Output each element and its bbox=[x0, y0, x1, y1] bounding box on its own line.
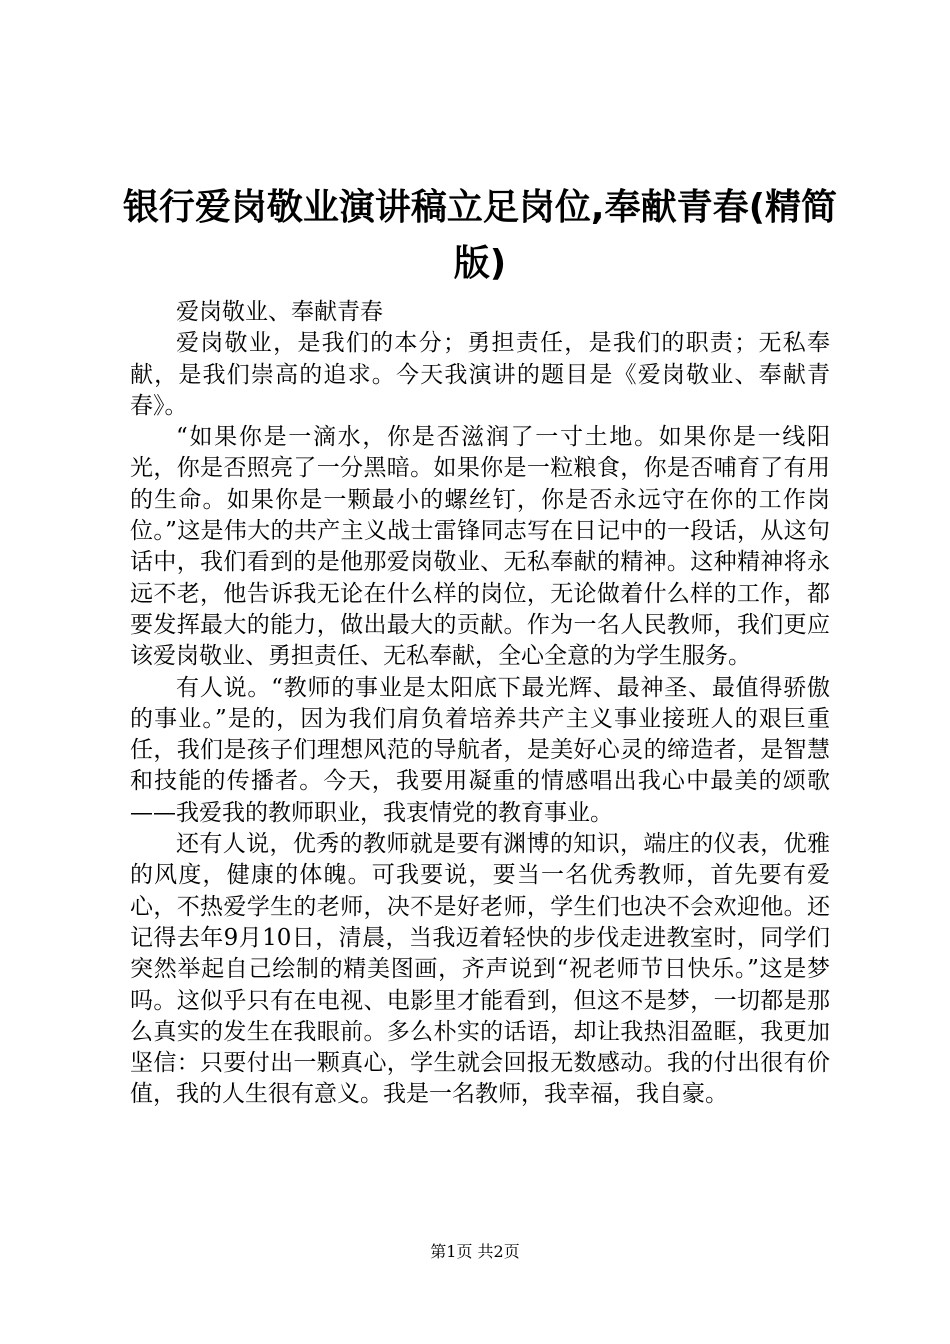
page-number-footer: 第1页 共2页 bbox=[430, 1242, 520, 1261]
paragraph-excellent-teacher: 还有人说，优秀的教师就是要有渊博的知识，端庄的仪表，优雅的风度，健康的体魄。可我要说，要当一名优秀教师，首先要有爱心，不热爱学生的老师，决不是好老师，学生们也决不会欢迎他。还记得去年9月10日，清晨，当我迈着轻快的步伐走进教室时，同学们突然举起自己绘制的精美图画，齐声说到“祝老师节日快乐。”这是梦吗。这似乎只有在电视、电影里才能看到，但这不是梦，一切都是那么真实的发生在我眼前。多么朴实的话语，却让我热泪盈眶，我更加坚信：只要付出一颗真心，学生就会回报无数感动。我的付出很有价值，我的人生很有意义。我是一名教师，我幸福，我自豪。 bbox=[130, 831, 830, 1108]
paragraph-subtitle: 爱岗敬业、奉献青春 bbox=[176, 299, 383, 325]
document-title: 银行爱岗敬业演讲稿立足岗位,奉献青春(精简版) bbox=[122, 187, 838, 284]
document-body bbox=[130, 297, 830, 1111]
paragraph-intro: 爱岗敬业，是我们的本分；勇担责任，是我们的职责；无私奉献，是我们崇高的追求。今天我演讲的题目是《爱岗敬业、奉献青春》。 bbox=[130, 330, 830, 419]
paragraph-leifeng-quote: “如果你是一滴水，你是否滋润了一寸土地。如果你是一线阳光，你是否照亮了一分黑暗。如果你是一粒粮食，你是否哺育了有用的生命。如果你是一颗最小的螺丝钉，你是否永远守在你的工作岗位。”这是伟大的共产主义战士雷锋同志写在日记中的一段话，从这句话中，我们看到的是他那爱岗敬业、无私奉献的精神。这种精神将永远不老，他告诉我无论在什么样的岗位，无论做着什么样的工作，都要发挥最大的能力，做出最大的贡献。作为一名人民教师，我们更应该爱岗敬业、勇担责任、无私奉献，全心全意的为学生服务。 bbox=[130, 424, 830, 670]
paragraph-teacher-career: 有人说。“教师的事业是太阳底下最光辉、最神圣、最值得骄傲的事业。”是的，因为我们肩负着培养共产主义事业接班人的艰巨重任，我们是孩子们理想风范的导航者，是美好心灵的缔造者，是智慧和技能的传播者。今天，我要用凝重的情感唱出我心中最美的颂歌——我爱我的教师职业，我衷情党的教育事业。 bbox=[130, 674, 830, 826]
